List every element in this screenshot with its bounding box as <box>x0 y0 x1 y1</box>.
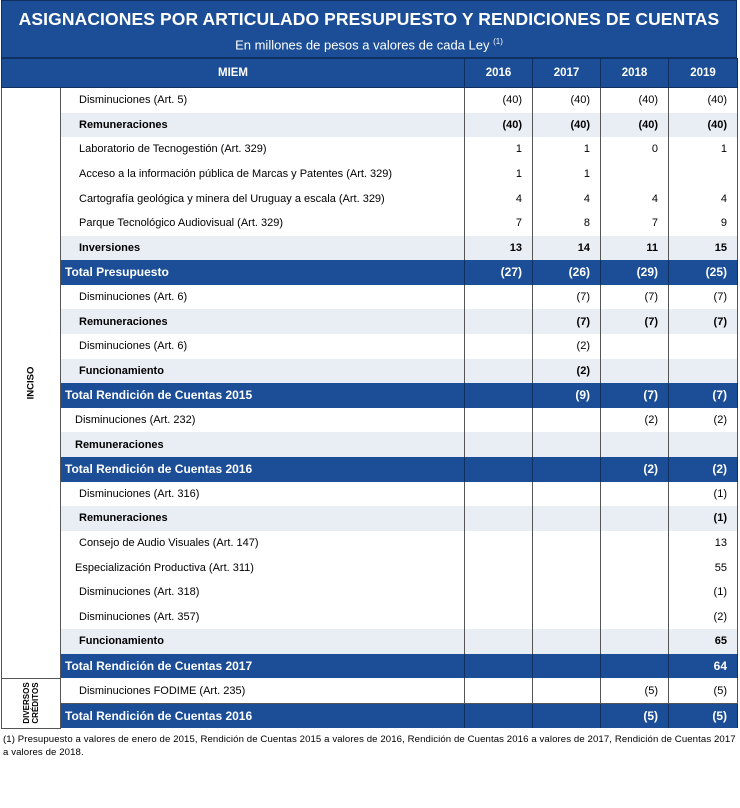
table-row <box>2 678 738 703</box>
cell-2016 <box>465 555 533 580</box>
cell-2018 <box>601 629 669 654</box>
cell-2016 <box>465 654 533 679</box>
row-label: Laboratorio de Tecnogestión (Art. 329) <box>61 137 465 162</box>
cell-2019 <box>669 334 738 359</box>
header-row <box>2 59 738 88</box>
cell-2018 <box>601 604 669 629</box>
table-row <box>2 408 738 433</box>
col-header-2017: 2017 <box>533 59 601 88</box>
table-title: ASIGNACIONES POR ARTICULADO PRESUPUESTO Y RENDICIONES DE CUENTAS <box>18 9 720 29</box>
cell-2019 <box>669 162 738 187</box>
cell-2019: 55 <box>669 555 738 580</box>
row-label: Disminuciones (Art. 357) <box>61 604 465 629</box>
row-label: Total Rendición de Cuentas 2016 <box>61 703 465 728</box>
cell-2018: (5) <box>601 678 669 703</box>
cell-2018 <box>601 654 669 679</box>
total-row <box>2 654 738 679</box>
cell-2017: (2) <box>533 359 601 384</box>
cell-2019: (1) <box>669 482 738 507</box>
cell-2017 <box>533 678 601 703</box>
cell-2017: 14 <box>533 236 601 261</box>
cell-2016 <box>465 334 533 359</box>
row-label: Disminuciones (Art. 6) <box>61 334 465 359</box>
cell-2018: (5) <box>601 703 669 728</box>
subtotal-row <box>2 629 738 654</box>
table-title-banner <box>1 0 737 58</box>
cell-2017 <box>533 629 601 654</box>
table-row <box>2 555 738 580</box>
cell-2019: 64 <box>669 654 738 679</box>
cell-2017: (40) <box>533 113 601 138</box>
cell-2016: 7 <box>465 211 533 236</box>
row-label: Acceso a la información pública de Marcas y Patentes (Art. 329) <box>61 162 465 187</box>
cell-2019: (40) <box>669 113 738 138</box>
cell-2017 <box>533 703 601 728</box>
table-row <box>2 482 738 507</box>
cell-2016 <box>465 678 533 703</box>
subtitle-note-marker: (1) <box>493 37 503 46</box>
total-row <box>2 457 738 482</box>
cell-2018: 7 <box>601 211 669 236</box>
cell-2019: (2) <box>669 408 738 433</box>
cell-2018: (7) <box>601 285 669 310</box>
cell-2018: (2) <box>601 408 669 433</box>
table-row <box>2 285 738 310</box>
col-header-miem: MIEM <box>2 59 465 88</box>
cell-2019: 4 <box>669 186 738 211</box>
cell-2019: (40) <box>669 88 738 113</box>
cell-2019: (25) <box>669 260 738 285</box>
cell-2018: (7) <box>601 383 669 408</box>
row-label: Parque Tecnológico Audiovisual (Art. 329) <box>61 211 465 236</box>
cell-2017: 8 <box>533 211 601 236</box>
group-label-line: DIVERSOS <box>22 682 31 725</box>
cell-2017 <box>533 604 601 629</box>
cell-2019: (7) <box>669 285 738 310</box>
cell-2016: 13 <box>465 236 533 261</box>
cell-2018 <box>601 531 669 556</box>
cell-2018 <box>601 482 669 507</box>
row-label: Disminuciones (Art. 318) <box>61 580 465 605</box>
cell-2019: (5) <box>669 703 738 728</box>
row-label: Disminuciones (Art. 6) <box>61 285 465 310</box>
cell-2017 <box>533 408 601 433</box>
cell-2018: 0 <box>601 137 669 162</box>
cell-2018: (40) <box>601 88 669 113</box>
cell-2017: 1 <box>533 162 601 187</box>
cell-2017: (40) <box>533 88 601 113</box>
table-row <box>2 531 738 556</box>
row-label: Total Presupuesto <box>61 260 465 285</box>
cell-2016: (27) <box>465 260 533 285</box>
group-label-line: CRÉDITOS <box>31 682 40 724</box>
row-label: Inversiones <box>61 236 465 261</box>
group-label-inciso <box>2 88 61 679</box>
group-label-text <box>22 683 40 724</box>
cell-2017: 4 <box>533 186 601 211</box>
cell-2016: (40) <box>465 113 533 138</box>
col-header-2018: 2018 <box>601 59 669 88</box>
cell-2017: 1 <box>533 137 601 162</box>
total-row <box>2 383 738 408</box>
cell-2018: (40) <box>601 113 669 138</box>
cell-2019: (1) <box>669 506 738 531</box>
cell-2019: 9 <box>669 211 738 236</box>
cell-2016 <box>465 580 533 605</box>
cell-2016 <box>465 506 533 531</box>
table-row <box>2 88 738 113</box>
row-label: Disminuciones (Art. 5) <box>61 88 465 113</box>
cell-2018 <box>601 580 669 605</box>
total-row <box>2 260 738 285</box>
cell-2017 <box>533 457 601 482</box>
row-label: Total Rendición de Cuentas 2016 <box>61 457 465 482</box>
table-row <box>2 211 738 236</box>
cell-2017 <box>533 432 601 457</box>
cell-2019: (2) <box>669 604 738 629</box>
cell-2018: 11 <box>601 236 669 261</box>
col-header-2016: 2016 <box>465 59 533 88</box>
total-row <box>2 703 738 728</box>
cell-2019: (7) <box>669 309 738 334</box>
col-header-2019: 2019 <box>669 59 738 88</box>
cell-2018 <box>601 432 669 457</box>
subtotal-row <box>2 113 738 138</box>
cell-2016: 1 <box>465 137 533 162</box>
footnote: (1) Presupuesto a valores de enero de 2015, Rendición de Cuentas 2015 a valores de 2016, Rendición de Cuentas 2016 a valores de 2017, Rendición de Cuentas 2017 a valores de 2018. <box>3 733 736 758</box>
table-row <box>2 334 738 359</box>
cell-2016 <box>465 531 533 556</box>
table-row <box>2 137 738 162</box>
row-label: Disminuciones FODIME (Art. 235) <box>61 678 465 703</box>
cell-2016: 4 <box>465 186 533 211</box>
cell-2019 <box>669 432 738 457</box>
cell-2016 <box>465 604 533 629</box>
cell-2017: (26) <box>533 260 601 285</box>
row-label: Funcionamiento <box>61 629 465 654</box>
budget-table <box>1 58 738 729</box>
row-label: Consejo de Audio Visuales (Art. 147) <box>61 531 465 556</box>
row-label: Disminuciones (Art. 232) <box>61 408 465 433</box>
row-label: Remuneraciones <box>61 309 465 334</box>
cell-2016 <box>465 482 533 507</box>
cell-2019: (5) <box>669 678 738 703</box>
row-label: Disminuciones (Art. 316) <box>61 482 465 507</box>
cell-2019: 15 <box>669 236 738 261</box>
cell-2017: (9) <box>533 383 601 408</box>
cell-2016: 1 <box>465 162 533 187</box>
row-label: Total Rendición de Cuentas 2015 <box>61 383 465 408</box>
table-row <box>2 580 738 605</box>
cell-2018: (29) <box>601 260 669 285</box>
cell-2019: 13 <box>669 531 738 556</box>
table-subtitle: En millones de pesos a valores de cada Ley $^{(1)}$ <box>235 37 503 53</box>
table-row <box>2 604 738 629</box>
cell-2018: (2) <box>601 457 669 482</box>
subtotal-row <box>2 236 738 261</box>
cell-2019: 1 <box>669 137 738 162</box>
cell-2019: (1) <box>669 580 738 605</box>
row-label: Remuneraciones <box>61 113 465 138</box>
cell-2016 <box>465 457 533 482</box>
subtotal-row <box>2 359 738 384</box>
cell-2017 <box>533 654 601 679</box>
subtotal-row <box>2 506 738 531</box>
cell-2018 <box>601 359 669 384</box>
cell-2018 <box>601 555 669 580</box>
cell-2017: (2) <box>533 334 601 359</box>
subtotal-row <box>2 432 738 457</box>
cell-2019: 65 <box>669 629 738 654</box>
cell-2018 <box>601 506 669 531</box>
subtotal-row <box>2 309 738 334</box>
row-label: Total Rendición de Cuentas 2017 <box>61 654 465 679</box>
cell-2019: (2) <box>669 457 738 482</box>
cell-2016 <box>465 309 533 334</box>
group-label-text: INCISO <box>25 366 37 400</box>
table-row <box>2 162 738 187</box>
cell-2017 <box>533 531 601 556</box>
cell-2017: (7) <box>533 285 601 310</box>
cell-2017 <box>533 482 601 507</box>
group-label-diversos-creditos <box>2 678 61 728</box>
cell-2019: (7) <box>669 383 738 408</box>
cell-2016: (40) <box>465 88 533 113</box>
cell-2018: (7) <box>601 309 669 334</box>
cell-2017: (7) <box>533 309 601 334</box>
cell-2016 <box>465 629 533 654</box>
row-label: Cartografía geológica y minera del Uruguay a escala (Art. 329) <box>61 186 465 211</box>
row-label: Remuneraciones <box>61 506 465 531</box>
cell-2016 <box>465 432 533 457</box>
cell-2018 <box>601 162 669 187</box>
cell-2019 <box>669 359 738 384</box>
cell-2017 <box>533 580 601 605</box>
row-label: Remuneraciones <box>61 432 465 457</box>
row-label: Funcionamiento <box>61 359 465 384</box>
cell-2017 <box>533 506 601 531</box>
cell-2017 <box>533 555 601 580</box>
row-label: Especialización Productiva (Art. 311) <box>61 555 465 580</box>
cell-2016 <box>465 359 533 384</box>
cell-2018 <box>601 334 669 359</box>
table-row <box>2 186 738 211</box>
cell-2016 <box>465 408 533 433</box>
cell-2016 <box>465 703 533 728</box>
cell-2018: 4 <box>601 186 669 211</box>
cell-2016 <box>465 383 533 408</box>
cell-2016 <box>465 285 533 310</box>
